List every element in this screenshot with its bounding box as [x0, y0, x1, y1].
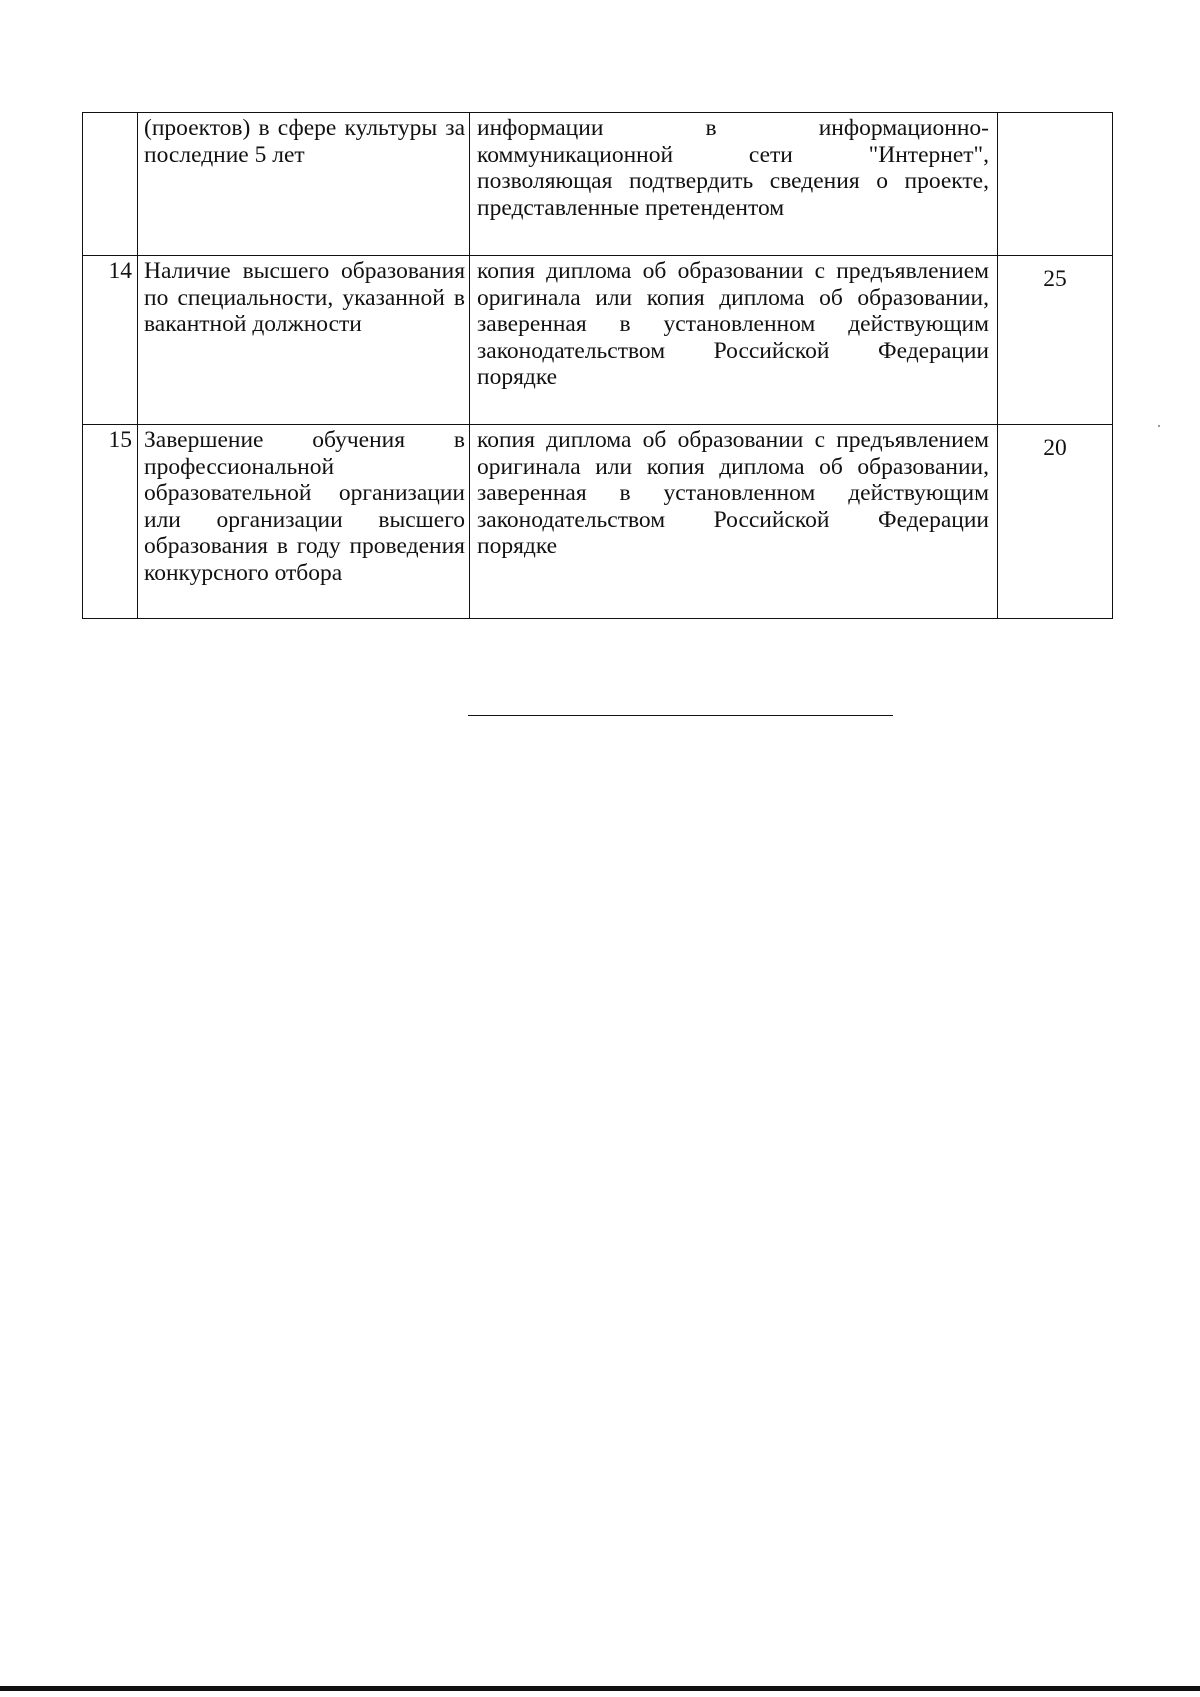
- documents-text: копия диплома об образовании с предъявлением оригинала или копия диплома об образовании, заверенная в установленном действующим законодательством Российской Федерации порядке: [477, 427, 989, 559]
- documents-text: информации в информационно-коммуникационной сети "Интернет", позволяющая подтвердить сведения о проекте, представленные претендентом: [477, 115, 989, 221]
- score-cell: 25: [998, 256, 1113, 425]
- row-number: [83, 113, 138, 256]
- score-cell: 20: [998, 425, 1113, 619]
- table-row: [83, 425, 1113, 619]
- documents-cell: [470, 113, 998, 256]
- score-cell: [998, 113, 1113, 256]
- row-number: 15: [83, 425, 138, 619]
- end-of-document-rule: [468, 715, 893, 716]
- criterion-text: Завершение обучения в профессиональной образовательной организации или организации высшего образования в году проведения конкурсного отбора: [144, 427, 465, 586]
- criterion-text: Наличие высшего образования по специальности, указанной в вакантной должности: [144, 258, 465, 337]
- page-bottom-edge: [0, 1686, 1200, 1691]
- documents-cell: [470, 256, 998, 425]
- table-row: [83, 113, 1113, 256]
- criterion-cell: [138, 425, 470, 619]
- criterion-cell: [138, 113, 470, 256]
- documents-text: копия диплома об образовании с предъявлением оригинала или копия диплома об образовании, заверенная в установленном действующим законодательством Российской Федерации порядке: [477, 258, 989, 390]
- documents-cell: [470, 425, 998, 619]
- row-number: 14: [83, 256, 138, 425]
- scan-artifact: [1158, 425, 1160, 427]
- table-row: [83, 256, 1113, 425]
- criteria-table: [82, 112, 1113, 619]
- criterion-cell: [138, 256, 470, 425]
- criterion-text: (проектов) в сфере культуры за последние 5 лет: [144, 115, 465, 168]
